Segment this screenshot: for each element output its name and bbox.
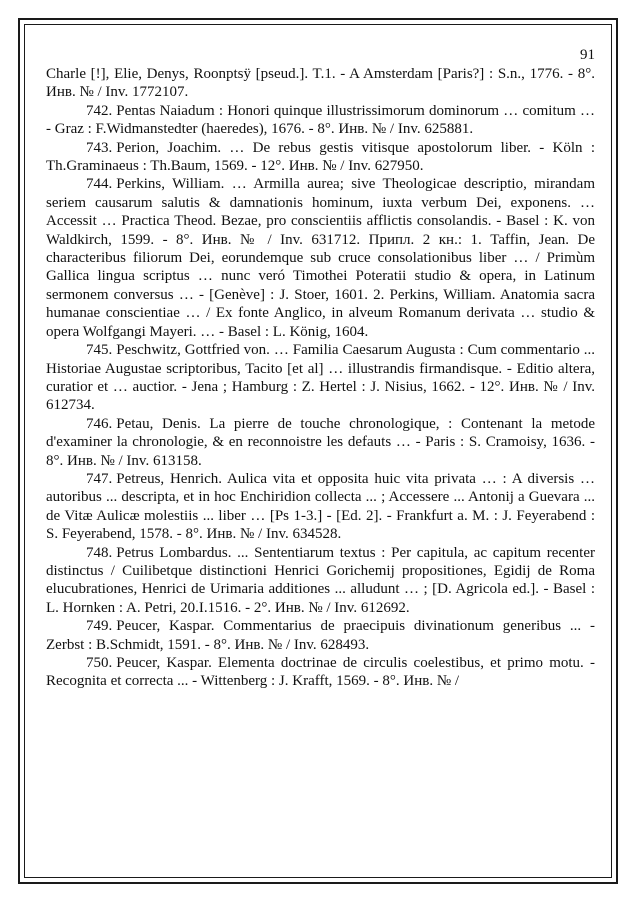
page-number: 91 bbox=[580, 47, 595, 63]
entry-continued bbox=[46, 65, 595, 102]
entry-number: 742. bbox=[86, 102, 113, 119]
entry-number: 743. bbox=[86, 139, 113, 156]
entry-number: 744. bbox=[86, 176, 113, 193]
entry-748 bbox=[46, 544, 595, 618]
entry-number: 748. bbox=[86, 544, 113, 561]
entry-text: Charle [!], Elie, Denys, Roonptsÿ [pseud.]. T.1. - A Amsterdam [Paris?] : S.n., 1776. - 8°. Инв. № / Inv. 1772107. bbox=[46, 66, 595, 101]
entry-number: 746. bbox=[86, 415, 113, 432]
entry-text: Petau, Denis. La pierre de touche chronologique, : Contenant la metode d'examiner la chronologie, & en reconnoistre les defauts … - Paris : S. Cramoisy, 1636. - 8°. Инв. № / Inv. 613158. bbox=[46, 415, 595, 469]
entry-743 bbox=[46, 139, 595, 176]
entry-text: Perion, Joachim. … De rebus gestis vitisque apostolorum liber. - Köln : Th.Graminaeus : Th.Baum, 1569. - 12°. Инв. № / Inv. 627950. bbox=[46, 139, 595, 175]
entry-number: 750. bbox=[86, 655, 113, 671]
entry-number: 747. bbox=[86, 470, 113, 487]
entry-text: Peschwitz, Gottfried von. … Familia Caesarum Augusta : Cum commentario ... Historiae Augustae scriptoribus, Tacito [et al] … illustrandis firmandisque. - Editio altera, curatior et … auctior. - Jena ; Hamburg : Z. Hertel : J. Nisius, 1662. - 12°. Инв. № / Inv. 612734. bbox=[46, 342, 595, 414]
entry-749 bbox=[46, 617, 595, 654]
entry-text: Peucer, Kaspar. Elementa doctrinae de circulis coelestibus, et primo motu. - Recognita et correcta ... - Wittenberg : J. Krafft, 1569. - 8°. Инв. № / bbox=[46, 655, 595, 690]
entry-text: Peucer, Kaspar. Commentarius de praecipuis divinationum generibus ... - Zerbst : B.Schmidt, 1591. - 8°. Инв. № / Inv. 628493. bbox=[46, 618, 595, 653]
entry-744 bbox=[46, 175, 595, 341]
entry-number: 745. bbox=[86, 342, 113, 359]
entry-text: Petrus Lombardus. ... Sententiarum textus : Per capitula, ac capitum recenter distinctus / Cuilibetque distinctioni Henrici Gorichemij propositiones, Egidij de Roma elucubrationes, Henrici de Urimaria additiones ... alludunt … ; [D. Agricola ed.]. - Basel : L. Hornken : A. Petri, 20.I.1516. - 2°. Инв. № / Inv. 612692. bbox=[46, 544, 595, 616]
entry-742 bbox=[46, 102, 595, 139]
entry-text: Perkins, William. … Armilla aurea; sive Theologicae descriptio, mirandam seriem causarum salutis & damnationis hominum, iuxta verbum Dei, exponens. … Accessit … Practica Theod. Bezae, pro conscientiis afflictis consolandis. - Basel : K. von Waldkirch, 1599. - 8°. Инв. № / Inv. 631712. Припл. 2 кн.: 1. Taffin, Jean. De characteribus filiorum Dei, eorundemque sub cruce consolationibus liber … / Primùm Gallica lingua scriptus … nunc veró Timothei Poteratii studio & opera, in Latinum sermonem conversus … - [Genève] : J. Stoer, 1601. 2. Perkins, William. Anatomia sacra humanae conscientiae … / Ex fonte Anglico, in alveum Romanum derivata … studio & opera Wolfgangi Mayeri. … - Basel : L. König, 1604. bbox=[46, 176, 595, 340]
entry-text: Petreus, Henrich. Aulica vita et opposita huic vita privata … : A diversis … autoribus ... descripta, et in hoc Enchiridion collecta ... ; Accessere ... Antonij a Guevara ... de Vitæ Aulicæ molestiis ... liber … [Ps 1-3.] - [Ed. 2]. - Frankfurt a. M. : J. Feyerabend : S. Feyerabend, 1578. - 8°. Инв. № / Inv. 634528. bbox=[46, 470, 595, 543]
entry-747 bbox=[46, 470, 595, 544]
entry-text: Pentas Naiadum : Honori quinque illustrissimorum dominorum … comitum … - Graz : F.Widmanstedter (haeredes), 1676. - 8°. Инв. № / Inv. 625881. bbox=[46, 102, 595, 138]
entry-number: 749. bbox=[86, 618, 113, 635]
page-content bbox=[46, 46, 595, 691]
entry-745 bbox=[46, 341, 595, 415]
entry-750 bbox=[46, 654, 595, 691]
entry-746 bbox=[46, 415, 595, 470]
